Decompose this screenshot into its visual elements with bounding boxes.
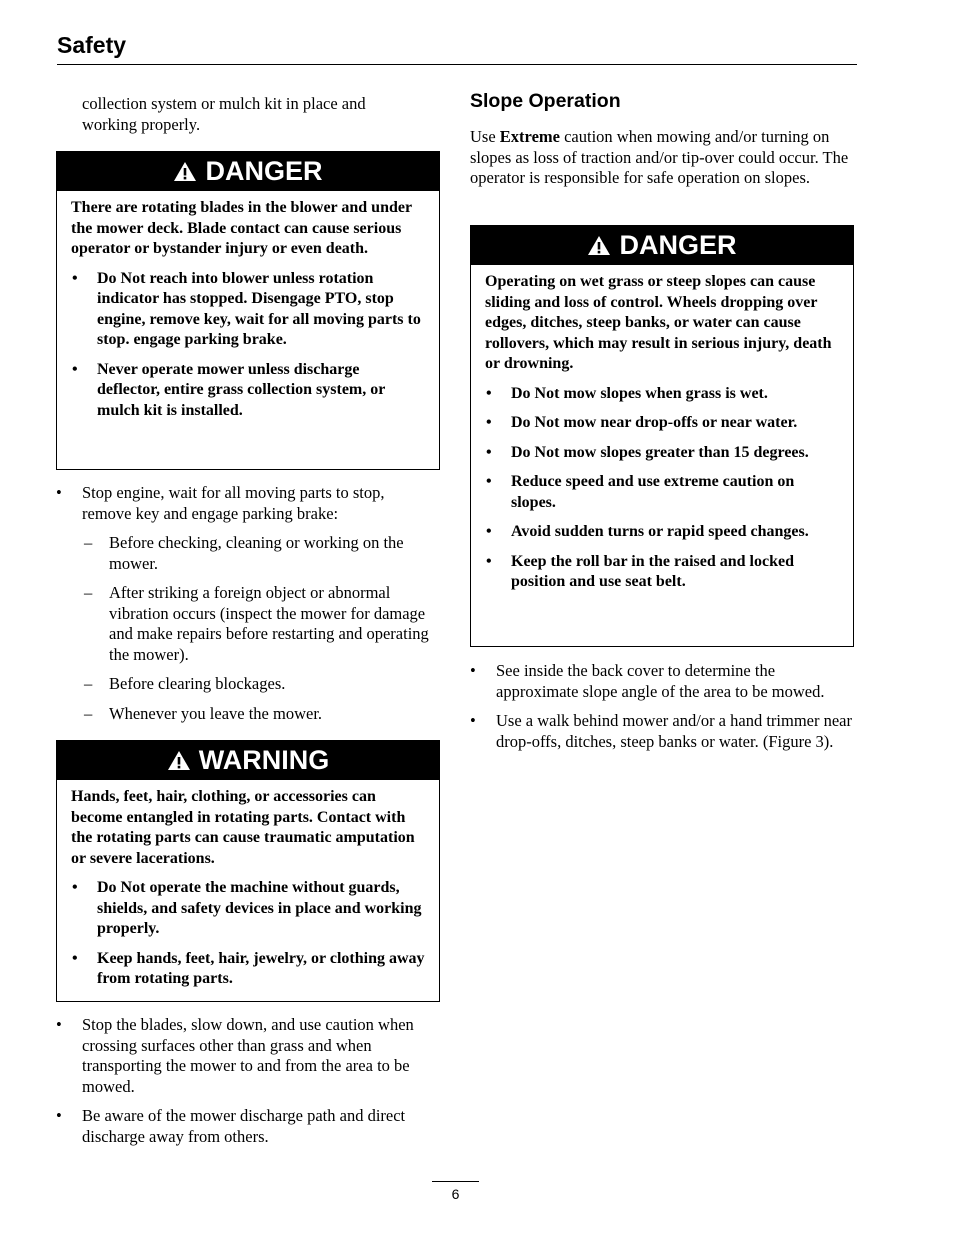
danger-bullet: • Never operate mower unless discharge deflector, entire grass collection system, or mulch kit is installed. xyxy=(72,360,386,419)
extreme-emphasis: Extreme xyxy=(499,127,560,146)
warning-lead: Hands, feet, hair, clothing, or accessories can become entangled in rotating parts. Contact with the rotating parts can cause traumatic amputation or severe lacerations. xyxy=(71,788,415,867)
danger-bullet-text: Do Not mow slopes greater than 15 degrees. xyxy=(511,443,809,461)
right-after-list xyxy=(470,661,860,752)
list-item: • Use a walk behind mower and/or a hand trimmer near drop-offs, ditches, steep banks or water. (Figure 3). xyxy=(470,711,852,751)
dash-item: – Before clearing blockages. xyxy=(84,674,286,693)
list-item: • Be aware of the mower discharge path and direct discharge away from others. xyxy=(56,1106,406,1146)
list-item-text: Use a walk behind mower and/or a hand trimmer near drop-offs, ditches, steep banks or water. (Figure 3). xyxy=(496,711,852,751)
danger-bullet-text: Keep the roll bar in the raised and locked position and use seat belt. xyxy=(511,552,794,590)
warning-triangle-icon xyxy=(587,235,611,256)
page-number: 6 xyxy=(451,1186,460,1202)
danger-box-blades xyxy=(56,151,440,470)
header-rule xyxy=(57,64,857,65)
danger-header xyxy=(57,152,439,191)
slope-operation-heading: Slope Operation xyxy=(470,90,621,112)
danger-bullet-text: Do Not mow near drop-offs or near water. xyxy=(511,414,798,431)
list-item-text: Be aware of the mower discharge path and direct discharge away from others. xyxy=(82,1106,406,1146)
section-title: Safety xyxy=(57,32,127,58)
warning-label: WARNING xyxy=(198,745,330,775)
danger-box-slopes xyxy=(470,225,854,647)
intro-text: collection system or mulch kit in place and working properly. xyxy=(82,94,366,134)
left-intro xyxy=(82,94,422,135)
danger-bullet-text: Reduce speed and use extreme caution on slopes. xyxy=(511,473,795,511)
stop-bullet-text: Stop engine, wait for all moving parts to stop, remove key and engage parking brake: xyxy=(82,483,385,523)
danger-header xyxy=(471,226,853,265)
danger-lead: Operating on wet grass or steep slopes can cause sliding and loss of control. Wheels dropping over edges, ditches, steep banks, or water can cause rollovers, which may result in serious injury, death or drowning. xyxy=(485,273,832,372)
warning-body xyxy=(57,780,439,990)
danger-bullet-text: Do Not reach into blower unless rotation indicator has stopped. Disengage PTO, stop engine, remove key, wait for all moving parts to stop. engage parking brake. xyxy=(97,269,421,348)
warning-bullet-text: Do Not operate the machine without guards, shields, and safety devices in place and working properly. xyxy=(97,879,422,937)
page-number-rule xyxy=(432,1181,479,1182)
danger-bullet: • Do Not mow slopes greater than 15 degrees. xyxy=(486,443,809,461)
dash-item-text: Whenever you leave the mower. xyxy=(109,703,323,723)
list-item: • Stop the blades, slow down, and use caution when crossing surfaces other than grass and when transporting the mower to and from the area to be mowed. xyxy=(56,1015,414,1096)
danger-body xyxy=(471,265,853,593)
danger-bullet: • Keep the roll bar in the raised and locked position and use seat belt. xyxy=(486,552,794,590)
dash-item-text: Before checking, cleaning or working on the mower. xyxy=(109,533,404,573)
dash-item: – After striking a foreign object or abnormal vibration occurs (inspect the mower for damage and make repairs before restarting and operating the mower). xyxy=(84,583,429,664)
left-after-list xyxy=(56,1015,446,1147)
danger-bullet: • Do Not reach into blower unless rotation indicator has stopped. Disengage PTO, stop engine, remove key, wait for all moving parts to stop. engage parking brake. xyxy=(72,269,421,348)
warning-triangle-icon xyxy=(173,161,197,182)
list-item-text: See inside the back cover to determine the approximate slope angle of the area to be mowed. xyxy=(496,661,825,701)
warning-triangle-icon xyxy=(167,750,191,771)
danger-bullet: • Do Not mow slopes when grass is wet. xyxy=(486,384,768,402)
danger-label: DANGER xyxy=(619,230,737,260)
danger-label: DANGER xyxy=(205,156,323,186)
danger-bullet: • Avoid sudden turns or rapid speed changes. xyxy=(486,523,809,540)
dash-item-text: Before clearing blockages. xyxy=(109,674,286,693)
warning-bullet-text: Keep hands, feet, hair, jewelry, or clothing away from rotating parts. xyxy=(97,949,425,987)
dash-item: – Before checking, cleaning or working on the mower. xyxy=(84,533,404,573)
slope-intro-text: Use Extreme caution when mowing and/or turning on slopes as loss of traction and/or tip-over could occur. The operator is responsible for safe operation on slopes. xyxy=(470,127,849,187)
list-item: • Stop engine, wait for all moving parts to stop, remove key and engage parking brake: xyxy=(56,483,385,523)
danger-bullet: • Reduce speed and use extreme caution on slopes. xyxy=(486,473,795,511)
dash-item: – Whenever you leave the mower. xyxy=(84,703,323,723)
slope-intro xyxy=(470,127,856,189)
warning-bullet: • Do Not operate the machine without guards, shields, and safety devices in place and working properly. xyxy=(72,879,422,937)
list-item-text: Stop the blades, slow down, and use caution when crossing surfaces other than grass and when transporting the mower to and from the area to be mowed. xyxy=(82,1015,414,1096)
warning-header xyxy=(57,741,439,780)
danger-bullet: • Do Not mow near drop-offs or near water. xyxy=(486,414,798,431)
danger-lead: There are rotating blades in the blower and under the mower deck. Blade contact can cause serious operator or bystander injury or even death. xyxy=(71,199,412,257)
danger-bullet-text: Do Not mow slopes when grass is wet. xyxy=(511,384,768,402)
warning-bullet: • Keep hands, feet, hair, jewelry, or clothing away from rotating parts. xyxy=(72,949,425,987)
danger-bullet-text: Never operate mower unless discharge deflector, entire grass collection system, or mulch kit is installed. xyxy=(97,360,386,419)
dash-item-text: After striking a foreign object or abnormal vibration occurs (inspect the mower for damage and make repairs before restarting and operating the mower). xyxy=(109,583,429,664)
danger-body xyxy=(57,191,439,421)
list-item: • See inside the back cover to determine the approximate slope angle of the area to be mowed. xyxy=(470,661,825,701)
left-stop-section xyxy=(56,483,436,724)
danger-bullet-text: Avoid sudden turns or rapid speed changes. xyxy=(511,523,809,540)
warning-box-entanglement xyxy=(56,740,440,1002)
